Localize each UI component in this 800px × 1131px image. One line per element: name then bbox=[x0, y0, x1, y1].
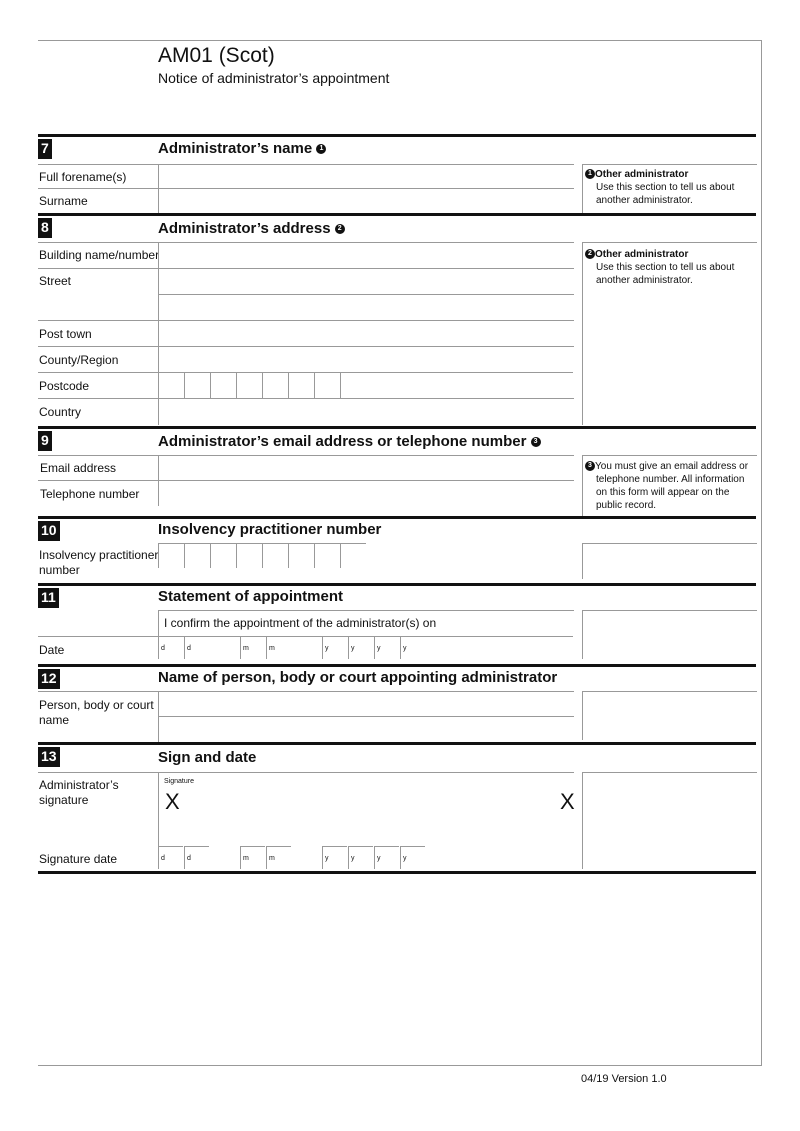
postcode-char-box[interactable] bbox=[184, 372, 210, 399]
section-13-title: Sign and date bbox=[158, 749, 257, 766]
section-7-rule bbox=[38, 134, 756, 137]
telephone-input[interactable] bbox=[158, 480, 574, 506]
ip-number-char-box[interactable] bbox=[236, 543, 262, 568]
form-code: AM01 (Scot) bbox=[158, 44, 275, 67]
section-11-number: 11 bbox=[38, 588, 59, 608]
date-year-box-1[interactable]: y bbox=[322, 636, 347, 659]
sig-date-year-box-4[interactable]: y bbox=[400, 846, 425, 869]
ip-number-label: Insolvency practitioner number bbox=[39, 548, 159, 577]
guidance-7-heading: Other administrator bbox=[595, 169, 689, 180]
date-day-box-2[interactable]: d bbox=[184, 636, 209, 659]
section-10-rule bbox=[38, 516, 756, 519]
postcode-char-box[interactable] bbox=[210, 372, 236, 399]
date-year-box-3[interactable]: y bbox=[374, 636, 399, 659]
date-month-box-2[interactable]: m bbox=[266, 636, 291, 659]
signature-end-mark: X bbox=[560, 789, 575, 814]
street-label: Street bbox=[39, 274, 72, 288]
form-title: Notice of administrator’s appointment bbox=[158, 70, 390, 86]
section-12-number: 12 bbox=[38, 669, 60, 689]
ip-number-char-box[interactable] bbox=[184, 543, 210, 568]
guidance-8 bbox=[585, 248, 734, 287]
ip-number-char-box[interactable] bbox=[158, 543, 184, 568]
section-8-rule bbox=[38, 213, 756, 216]
guidance-8-line1: Use this section to tell us about bbox=[596, 262, 735, 273]
signature-start-mark: X bbox=[165, 789, 180, 814]
ip-number-char-box[interactable] bbox=[314, 543, 340, 568]
section-12-rule bbox=[38, 664, 756, 667]
form-end-rule bbox=[38, 871, 756, 874]
email-label: Email address bbox=[40, 461, 117, 475]
guidance-7 bbox=[585, 168, 734, 207]
version-footer: 04/19 Version 1.0 bbox=[581, 1073, 667, 1085]
section-9-number: 9 bbox=[38, 431, 52, 451]
county-label: County/Region bbox=[39, 353, 119, 367]
section-11-title: Statement of appointment bbox=[158, 588, 344, 605]
sig-date-year-box-1[interactable]: y bbox=[322, 846, 347, 869]
sig-date-year-box-2[interactable]: y bbox=[348, 846, 373, 869]
postcode-char-box[interactable] bbox=[158, 372, 184, 399]
country-label: Country bbox=[39, 405, 82, 419]
guidance-9 bbox=[585, 460, 748, 512]
section-12-title: Name of person, body or court appointing administrator bbox=[158, 669, 558, 686]
postcode-char-box[interactable] bbox=[262, 372, 288, 399]
guidance-box-11 bbox=[582, 610, 757, 659]
postcode-char-box[interactable] bbox=[340, 372, 366, 399]
postcode-char-box[interactable] bbox=[314, 372, 340, 399]
section-10-number: 10 bbox=[38, 521, 60, 541]
postcode-char-box[interactable] bbox=[288, 372, 314, 399]
post-town-label: Post town bbox=[39, 327, 92, 341]
telephone-label: Telephone number bbox=[40, 487, 140, 501]
note-1-icon: 1 bbox=[585, 169, 595, 179]
ip-number-char-box[interactable] bbox=[288, 543, 314, 568]
postcode-label: Postcode bbox=[39, 379, 90, 393]
guidance-box-10 bbox=[582, 543, 757, 579]
signature-field[interactable] bbox=[158, 772, 574, 846]
appointer-input-line1[interactable] bbox=[158, 691, 574, 717]
country-input[interactable] bbox=[158, 398, 574, 425]
guidance-9-line4: public record. bbox=[596, 500, 657, 511]
ip-number-char-box[interactable] bbox=[340, 543, 366, 568]
ip-number-char-box[interactable] bbox=[262, 543, 288, 568]
note-3-icon: 3 bbox=[585, 461, 595, 471]
date-label: Date bbox=[39, 643, 65, 657]
note-2-icon: 2 bbox=[335, 224, 345, 234]
section-7-title: Administrator’s name 1 bbox=[158, 140, 326, 157]
note-3-icon: 3 bbox=[531, 437, 541, 447]
section-9-title: Administrator’s email address or telephone number 3 bbox=[158, 433, 541, 450]
building-label: Building name/number bbox=[39, 248, 160, 262]
section-9-rule bbox=[38, 426, 756, 429]
statement-text: I confirm the appointment of the administrator(s) on bbox=[164, 616, 437, 630]
guidance-8-line2: another administrator. bbox=[596, 275, 693, 286]
guidance-9-line3: on this form will appear on the bbox=[596, 487, 730, 498]
sig-date-year-box-3[interactable]: y bbox=[374, 846, 399, 869]
signature-label: Administrator’s signature bbox=[39, 778, 119, 807]
forenames-label: Full forename(s) bbox=[39, 170, 127, 184]
sig-date-month-box-1[interactable]: m bbox=[240, 846, 265, 869]
guidance-8-heading: Other administrator bbox=[595, 249, 689, 260]
date-year-box-4[interactable]: y bbox=[400, 636, 425, 659]
section-8-number: 8 bbox=[38, 218, 52, 238]
surname-label: Surname bbox=[39, 194, 88, 208]
county-input[interactable] bbox=[158, 346, 574, 373]
building-input[interactable] bbox=[158, 242, 574, 269]
guidance-7-line2: another administrator. bbox=[596, 195, 693, 206]
street-input-line1[interactable] bbox=[158, 268, 574, 295]
section-13-number: 13 bbox=[38, 747, 60, 767]
signature-date-label: Signature date bbox=[39, 852, 118, 866]
divider bbox=[38, 636, 573, 637]
date-month-box-1[interactable]: m bbox=[240, 636, 265, 659]
sig-date-day-box-2[interactable]: d bbox=[184, 846, 209, 869]
post-town-input[interactable] bbox=[158, 320, 574, 347]
sig-date-month-box-2[interactable]: m bbox=[266, 846, 291, 869]
page-bottom-rule bbox=[38, 1065, 762, 1066]
section-11-rule bbox=[38, 583, 756, 586]
section-10-title: Insolvency practitioner number bbox=[158, 521, 382, 538]
signature-caption: Signature bbox=[164, 778, 194, 785]
surname-input[interactable] bbox=[158, 188, 574, 213]
postcode-char-box[interactable] bbox=[236, 372, 262, 399]
ip-number-char-box[interactable] bbox=[210, 543, 236, 568]
appointer-input-line2[interactable] bbox=[158, 716, 574, 742]
forenames-input[interactable] bbox=[158, 164, 574, 189]
guidance-box-12 bbox=[582, 691, 757, 740]
note-1-icon: 1 bbox=[316, 144, 326, 154]
section-8-title: Administrator’s address 2 bbox=[158, 220, 345, 237]
note-2-icon: 2 bbox=[585, 249, 595, 259]
date-year-box-2[interactable]: y bbox=[348, 636, 373, 659]
appointer-label: Person, body or court name bbox=[39, 698, 154, 727]
section-7-number: 7 bbox=[38, 139, 52, 159]
guidance-9-line1: You must give an email address or bbox=[595, 461, 749, 472]
guidance-7-line1: Use this section to tell us about bbox=[596, 182, 735, 193]
guidance-box-13 bbox=[582, 772, 757, 869]
section-13-rule bbox=[38, 742, 756, 745]
page-top-rule bbox=[38, 40, 762, 41]
guidance-9-line2: telephone number. All information bbox=[596, 474, 745, 485]
street-input-line2[interactable] bbox=[158, 294, 574, 321]
sig-date-day-box-1[interactable]: d bbox=[158, 846, 183, 869]
date-day-box-1[interactable]: d bbox=[158, 636, 183, 659]
email-input[interactable] bbox=[158, 455, 574, 481]
page-right-rule bbox=[761, 40, 762, 1065]
